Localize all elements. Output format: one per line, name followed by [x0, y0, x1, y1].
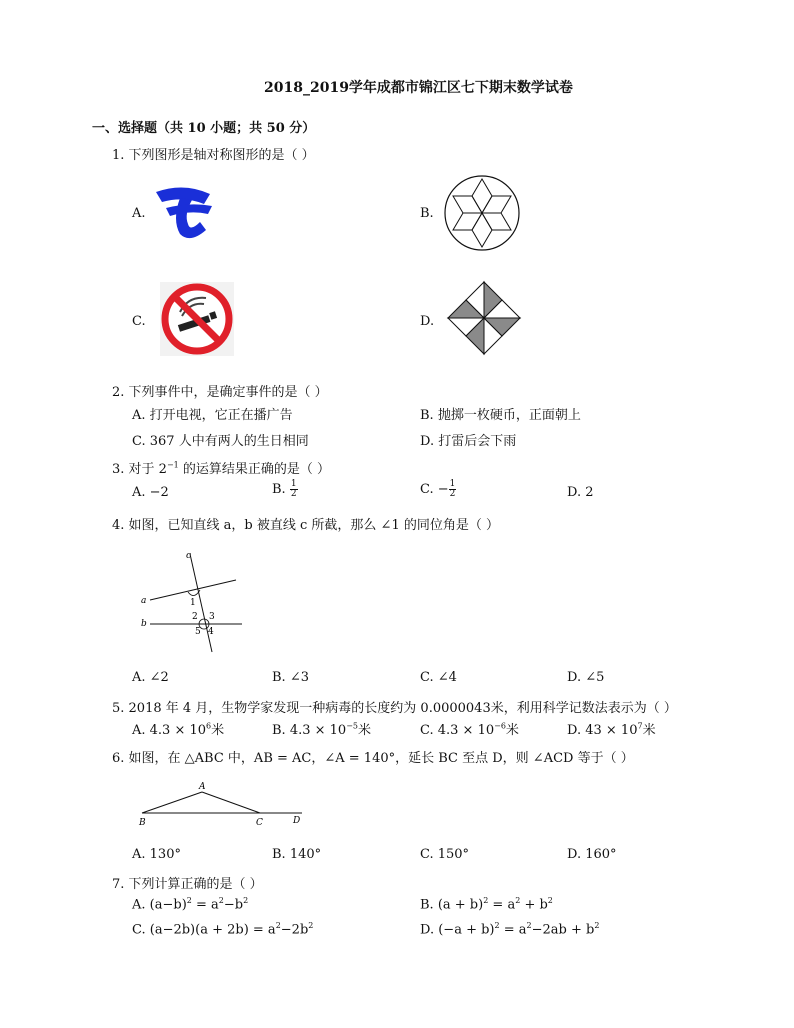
q5-option-a: A. $4.3 \times 10^6$米 — [132, 721, 225, 738]
q2-option-a: A. 打开电视，它正在播广告 — [132, 408, 293, 423]
q6-option-d: D. 160° — [567, 847, 617, 862]
q3-option-a: A. −2 — [132, 485, 169, 500]
q5-option-d: D. $43 \times 10^7$米 — [567, 721, 656, 738]
question-7-stem: 7. 下列计算正确的是（ ） — [112, 877, 263, 892]
q2-option-d: D. 打雷后会下雨 — [420, 434, 517, 449]
point-b-label: B — [139, 818, 146, 828]
angle-4-label: 4 — [208, 627, 214, 637]
q3-option-d: D. 2 — [567, 485, 594, 500]
q1-option-a-label: A. — [132, 206, 146, 221]
point-d-label: D — [293, 816, 301, 826]
q2-option-b: B. 抛掷一枚硬币，正面朝上 — [420, 408, 581, 423]
q1-option-d-label: D. — [420, 314, 435, 329]
angle-5-label: 5 — [195, 627, 201, 637]
point-a-label: A — [199, 782, 206, 792]
q4-option-b: B. ∠3 — [272, 670, 309, 685]
q5-option-c: C. $4.3 \times 10^{-6}$米 — [420, 721, 519, 738]
angle-2-label: 2 — [192, 612, 198, 622]
hexagram-circle-figure — [443, 174, 521, 252]
question-4-stem: 4. 如图，已知直线 a，b 被直线 c 所截，那么 ∠1 的同位角是（ ） — [112, 518, 499, 533]
telecom-logo-figure — [150, 180, 216, 246]
pinwheel-figure — [446, 280, 522, 356]
q6-option-c: C. 150° — [420, 847, 470, 862]
q4-option-a: A. ∠2 — [132, 670, 169, 685]
q4-option-d: D. ∠5 — [567, 670, 605, 685]
angle-1-label: 1 — [190, 598, 196, 608]
q5-option-b: B. $4.3 \times 10^{-5}$米 — [272, 721, 372, 738]
parallel-lines-transversal-figure — [138, 548, 248, 658]
q7-option-c: C. $(a-2b)(a + 2b) = a^2-2b^2$ — [132, 921, 314, 938]
question-3-stem: 3. 对于 $2^{-1}$ 的运算结果正确的是（ ） — [112, 460, 331, 477]
question-1-stem: 1. 下列图形是轴对称图形的是（ ） — [112, 148, 315, 163]
q1-option-b-label: B. — [420, 206, 434, 221]
q3-option-c: C. − $\frac{1}{2}$ — [420, 479, 456, 499]
q7-option-a: A. $(a-b)^2 = a^2-b^2$ — [132, 896, 249, 913]
question-6-stem: 6. 如图，在 △ABC 中，AB = AC，∠A = 140°，延长 BC 至点 D，则 ∠ACD 等于（ ） — [112, 751, 634, 766]
question-5-stem: 5. 2018 年 4 月，生物学家发现一种病毒的长度约为 0.0000043米，利用科学记数法表示为（ ） — [112, 701, 677, 716]
q3-option-b: B. $\frac{1}{2}$ — [272, 479, 297, 499]
q4-option-c: C. ∠4 — [420, 670, 457, 685]
point-c-label: C — [256, 818, 263, 828]
line-c-label: c — [186, 551, 192, 561]
line-a-label: a — [141, 596, 147, 606]
q7-option-d: D. $(-a + b)^2 = a^2-2ab + b^2$ — [420, 921, 600, 938]
page-title: 2018_2019学年成都市锦江区七下期末数学试卷 — [264, 80, 573, 96]
triangle-extension-figure — [136, 778, 308, 828]
line-b-label: b — [141, 619, 147, 629]
q2-option-c: C. 367 人中有两人的生日相同 — [132, 434, 309, 449]
q1-option-c-label: C. — [132, 314, 146, 329]
question-2-stem: 2. 下列事件中，是确定事件的是（ ） — [112, 385, 328, 400]
section-heading: 一、选择题（共 10 小题；共 50 分） — [92, 121, 316, 136]
q7-option-b: B. $(a + b)^2 = a^2 + b^2$ — [420, 896, 553, 913]
angle-3-label: 3 — [209, 612, 215, 622]
q6-option-a: A. 130° — [132, 847, 181, 862]
q6-option-b: B. 140° — [272, 847, 322, 862]
no-smoking-sign-figure — [160, 282, 234, 356]
